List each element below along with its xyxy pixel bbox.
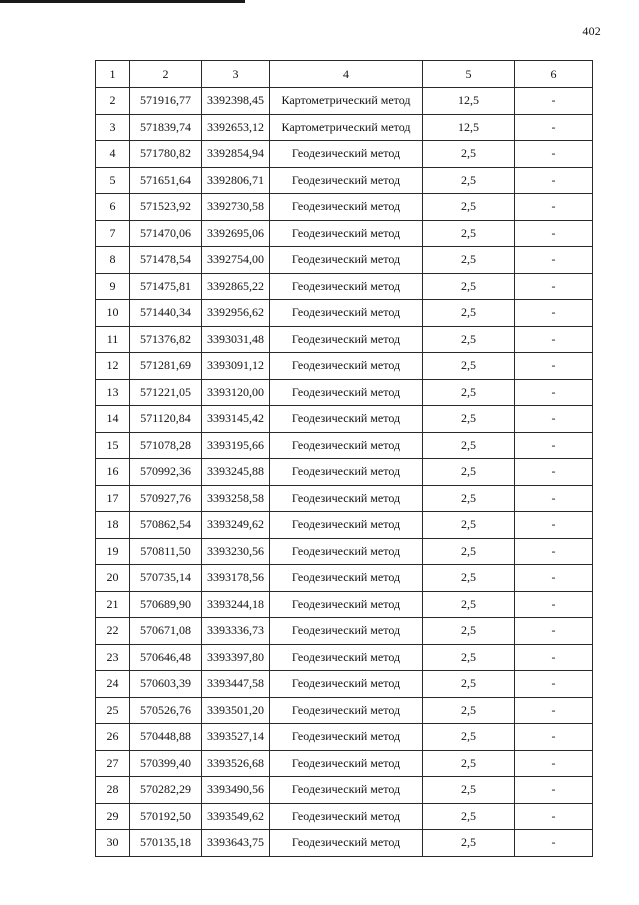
- x-coordinate-cell: 570862,54: [130, 512, 202, 539]
- note-cell: -: [515, 565, 593, 592]
- y-coordinate-cell: 3393244,18: [202, 591, 270, 618]
- accuracy-cell: 2,5: [423, 644, 515, 671]
- point-number-cell: 5: [96, 167, 130, 194]
- accuracy-cell: 2,5: [423, 432, 515, 459]
- table-row: [96, 644, 593, 671]
- point-number-cell: 18: [96, 512, 130, 539]
- x-coordinate-cell: 571376,82: [130, 326, 202, 353]
- method-cell: Геодезический метод: [270, 326, 423, 353]
- note-cell: -: [515, 697, 593, 724]
- point-number-cell: 15: [96, 432, 130, 459]
- point-number-cell: 11: [96, 326, 130, 353]
- method-cell: Геодезический метод: [270, 220, 423, 247]
- top-rule: [0, 0, 245, 3]
- table-row: [96, 697, 593, 724]
- accuracy-cell: 2,5: [423, 273, 515, 300]
- method-cell: Геодезический метод: [270, 141, 423, 168]
- method-cell: Геодезический метод: [270, 777, 423, 804]
- point-number-cell: 28: [96, 777, 130, 804]
- table-row: [96, 618, 593, 645]
- point-number-cell: 29: [96, 803, 130, 830]
- y-coordinate-cell: 3393643,75: [202, 830, 270, 857]
- table-row: [96, 353, 593, 380]
- note-cell: -: [515, 512, 593, 539]
- accuracy-cell: 12,5: [423, 114, 515, 141]
- accuracy-cell: 2,5: [423, 247, 515, 274]
- header-cell-4: 4: [270, 61, 423, 88]
- y-coordinate-cell: 3393527,14: [202, 724, 270, 751]
- x-coordinate-cell: 570526,76: [130, 697, 202, 724]
- method-cell: Геодезический метод: [270, 671, 423, 698]
- method-cell: Геодезический метод: [270, 379, 423, 406]
- point-number-cell: 17: [96, 485, 130, 512]
- method-cell: Геодезический метод: [270, 194, 423, 221]
- table-row: [96, 803, 593, 830]
- y-coordinate-cell: 3393549,62: [202, 803, 270, 830]
- note-cell: -: [515, 167, 593, 194]
- header-cell-1: 1: [96, 61, 130, 88]
- note-cell: -: [515, 830, 593, 857]
- table-row: [96, 830, 593, 857]
- table-row: [96, 565, 593, 592]
- header-cell-5: 5: [423, 61, 515, 88]
- table-row: [96, 273, 593, 300]
- note-cell: -: [515, 300, 593, 327]
- y-coordinate-cell: 3392806,71: [202, 167, 270, 194]
- table-row: [96, 114, 593, 141]
- x-coordinate-cell: 571916,77: [130, 88, 202, 115]
- note-cell: -: [515, 326, 593, 353]
- table-body: [96, 61, 593, 857]
- table-row: [96, 671, 593, 698]
- y-coordinate-cell: 3393501,20: [202, 697, 270, 724]
- accuracy-cell: 2,5: [423, 194, 515, 221]
- accuracy-cell: 2,5: [423, 591, 515, 618]
- note-cell: -: [515, 432, 593, 459]
- y-coordinate-cell: 3393195,66: [202, 432, 270, 459]
- table-row: [96, 167, 593, 194]
- accuracy-cell: 2,5: [423, 353, 515, 380]
- method-cell: Геодезический метод: [270, 512, 423, 539]
- x-coordinate-cell: 571440,34: [130, 300, 202, 327]
- note-cell: -: [515, 671, 593, 698]
- x-coordinate-cell: 571281,69: [130, 353, 202, 380]
- accuracy-cell: 2,5: [423, 565, 515, 592]
- method-cell: Геодезический метод: [270, 697, 423, 724]
- x-coordinate-cell: 570811,50: [130, 538, 202, 565]
- table-row: [96, 538, 593, 565]
- accuracy-cell: 2,5: [423, 485, 515, 512]
- table-row: [96, 326, 593, 353]
- point-number-cell: 20: [96, 565, 130, 592]
- table-row: [96, 379, 593, 406]
- table-row: [96, 459, 593, 486]
- point-number-cell: 13: [96, 379, 130, 406]
- x-coordinate-cell: 570927,76: [130, 485, 202, 512]
- method-cell: Геодезический метод: [270, 750, 423, 777]
- table-row: [96, 777, 593, 804]
- y-coordinate-cell: 3393031,48: [202, 326, 270, 353]
- accuracy-cell: 2,5: [423, 697, 515, 724]
- point-number-cell: 2: [96, 88, 130, 115]
- header-cell-2: 2: [130, 61, 202, 88]
- method-cell: Геодезический метод: [270, 565, 423, 592]
- point-number-cell: 19: [96, 538, 130, 565]
- header-cell-6: 6: [515, 61, 593, 88]
- x-coordinate-cell: 570192,50: [130, 803, 202, 830]
- point-number-cell: 6: [96, 194, 130, 221]
- method-cell: Геодезический метод: [270, 353, 423, 380]
- page-number: 402: [582, 24, 601, 38]
- method-cell: Геодезический метод: [270, 273, 423, 300]
- y-coordinate-cell: 3393230,56: [202, 538, 270, 565]
- accuracy-cell: 2,5: [423, 379, 515, 406]
- table-row: [96, 591, 593, 618]
- note-cell: -: [515, 538, 593, 565]
- x-coordinate-cell: 570282,29: [130, 777, 202, 804]
- x-coordinate-cell: 570671,08: [130, 618, 202, 645]
- accuracy-cell: 2,5: [423, 141, 515, 168]
- point-number-cell: 9: [96, 273, 130, 300]
- table-row: [96, 141, 593, 168]
- x-coordinate-cell: 570448,88: [130, 724, 202, 751]
- x-coordinate-cell: 571839,74: [130, 114, 202, 141]
- accuracy-cell: 2,5: [423, 830, 515, 857]
- table-row: [96, 724, 593, 751]
- x-coordinate-cell: 570735,14: [130, 565, 202, 592]
- y-coordinate-cell: 3393091,12: [202, 353, 270, 380]
- point-number-cell: 27: [96, 750, 130, 777]
- point-number-cell: 12: [96, 353, 130, 380]
- note-cell: -: [515, 644, 593, 671]
- method-cell: Геодезический метод: [270, 485, 423, 512]
- accuracy-cell: 2,5: [423, 671, 515, 698]
- y-coordinate-cell: 3393178,56: [202, 565, 270, 592]
- point-number-cell: 8: [96, 247, 130, 274]
- table-row: [96, 220, 593, 247]
- table-header-row: [96, 61, 593, 88]
- point-number-cell: 23: [96, 644, 130, 671]
- note-cell: -: [515, 406, 593, 433]
- method-cell: Геодезический метод: [270, 618, 423, 645]
- note-cell: -: [515, 485, 593, 512]
- point-number-cell: 26: [96, 724, 130, 751]
- y-coordinate-cell: 3392653,12: [202, 114, 270, 141]
- x-coordinate-cell: 571475,81: [130, 273, 202, 300]
- x-coordinate-cell: 570603,39: [130, 671, 202, 698]
- method-cell: Геодезический метод: [270, 830, 423, 857]
- point-number-cell: 25: [96, 697, 130, 724]
- method-cell: Геодезический метод: [270, 538, 423, 565]
- table-row: [96, 406, 593, 433]
- accuracy-cell: 2,5: [423, 220, 515, 247]
- note-cell: -: [515, 220, 593, 247]
- table-row: [96, 300, 593, 327]
- accuracy-cell: 2,5: [423, 538, 515, 565]
- note-cell: -: [515, 194, 593, 221]
- y-coordinate-cell: 3393249,62: [202, 512, 270, 539]
- y-coordinate-cell: 3392754,00: [202, 247, 270, 274]
- point-number-cell: 24: [96, 671, 130, 698]
- x-coordinate-cell: 571651,64: [130, 167, 202, 194]
- method-cell: Геодезический метод: [270, 459, 423, 486]
- y-coordinate-cell: 3392398,45: [202, 88, 270, 115]
- method-cell: Геодезический метод: [270, 591, 423, 618]
- y-coordinate-cell: 3392730,58: [202, 194, 270, 221]
- note-cell: -: [515, 353, 593, 380]
- x-coordinate-cell: 570992,36: [130, 459, 202, 486]
- note-cell: -: [515, 777, 593, 804]
- y-coordinate-cell: 3393490,56: [202, 777, 270, 804]
- accuracy-cell: 2,5: [423, 300, 515, 327]
- y-coordinate-cell: 3392865,22: [202, 273, 270, 300]
- x-coordinate-cell: 571221,05: [130, 379, 202, 406]
- note-cell: -: [515, 618, 593, 645]
- y-coordinate-cell: 3393145,42: [202, 406, 270, 433]
- accuracy-cell: 2,5: [423, 777, 515, 804]
- accuracy-cell: 2,5: [423, 512, 515, 539]
- method-cell: Геодезический метод: [270, 432, 423, 459]
- note-cell: -: [515, 803, 593, 830]
- y-coordinate-cell: 3393120,00: [202, 379, 270, 406]
- header-cell-3: 3: [202, 61, 270, 88]
- y-coordinate-cell: 3392695,06: [202, 220, 270, 247]
- coordinates-table: [95, 60, 593, 857]
- note-cell: -: [515, 88, 593, 115]
- point-number-cell: 21: [96, 591, 130, 618]
- note-cell: -: [515, 459, 593, 486]
- x-coordinate-cell: 571523,92: [130, 194, 202, 221]
- table-row: [96, 485, 593, 512]
- x-coordinate-cell: 570135,18: [130, 830, 202, 857]
- x-coordinate-cell: 571478,54: [130, 247, 202, 274]
- accuracy-cell: 2,5: [423, 750, 515, 777]
- x-coordinate-cell: 571078,28: [130, 432, 202, 459]
- accuracy-cell: 2,5: [423, 724, 515, 751]
- y-coordinate-cell: 3393336,73: [202, 618, 270, 645]
- point-number-cell: 22: [96, 618, 130, 645]
- x-coordinate-cell: 570689,90: [130, 591, 202, 618]
- method-cell: Геодезический метод: [270, 300, 423, 327]
- table-row: [96, 750, 593, 777]
- y-coordinate-cell: 3392956,62: [202, 300, 270, 327]
- y-coordinate-cell: 3392854,94: [202, 141, 270, 168]
- x-coordinate-cell: 571120,84: [130, 406, 202, 433]
- method-cell: Картометрический метод: [270, 88, 423, 115]
- y-coordinate-cell: 3393397,80: [202, 644, 270, 671]
- point-number-cell: 30: [96, 830, 130, 857]
- accuracy-cell: 2,5: [423, 167, 515, 194]
- y-coordinate-cell: 3393245,88: [202, 459, 270, 486]
- method-cell: Геодезический метод: [270, 406, 423, 433]
- y-coordinate-cell: 3393447,58: [202, 671, 270, 698]
- table-row: [96, 194, 593, 221]
- table-row: [96, 432, 593, 459]
- x-coordinate-cell: 570399,40: [130, 750, 202, 777]
- method-cell: Геодезический метод: [270, 247, 423, 274]
- method-cell: Геодезический метод: [270, 724, 423, 751]
- accuracy-cell: 2,5: [423, 618, 515, 645]
- note-cell: -: [515, 141, 593, 168]
- x-coordinate-cell: 570646,48: [130, 644, 202, 671]
- table-row: [96, 247, 593, 274]
- accuracy-cell: 2,5: [423, 459, 515, 486]
- y-coordinate-cell: 3393526,68: [202, 750, 270, 777]
- method-cell: Картометрический метод: [270, 114, 423, 141]
- note-cell: -: [515, 591, 593, 618]
- method-cell: Геодезический метод: [270, 803, 423, 830]
- accuracy-cell: 2,5: [423, 803, 515, 830]
- point-number-cell: 10: [96, 300, 130, 327]
- point-number-cell: 4: [96, 141, 130, 168]
- note-cell: -: [515, 273, 593, 300]
- note-cell: -: [515, 114, 593, 141]
- method-cell: Геодезический метод: [270, 167, 423, 194]
- point-number-cell: 7: [96, 220, 130, 247]
- y-coordinate-cell: 3393258,58: [202, 485, 270, 512]
- point-number-cell: 3: [96, 114, 130, 141]
- note-cell: -: [515, 724, 593, 751]
- method-cell: Геодезический метод: [270, 644, 423, 671]
- note-cell: -: [515, 379, 593, 406]
- table-row: [96, 88, 593, 115]
- note-cell: -: [515, 750, 593, 777]
- x-coordinate-cell: 571470,06: [130, 220, 202, 247]
- accuracy-cell: 2,5: [423, 406, 515, 433]
- note-cell: -: [515, 247, 593, 274]
- point-number-cell: 14: [96, 406, 130, 433]
- x-coordinate-cell: 571780,82: [130, 141, 202, 168]
- accuracy-cell: 2,5: [423, 326, 515, 353]
- accuracy-cell: 12,5: [423, 88, 515, 115]
- table-row: [96, 512, 593, 539]
- point-number-cell: 16: [96, 459, 130, 486]
